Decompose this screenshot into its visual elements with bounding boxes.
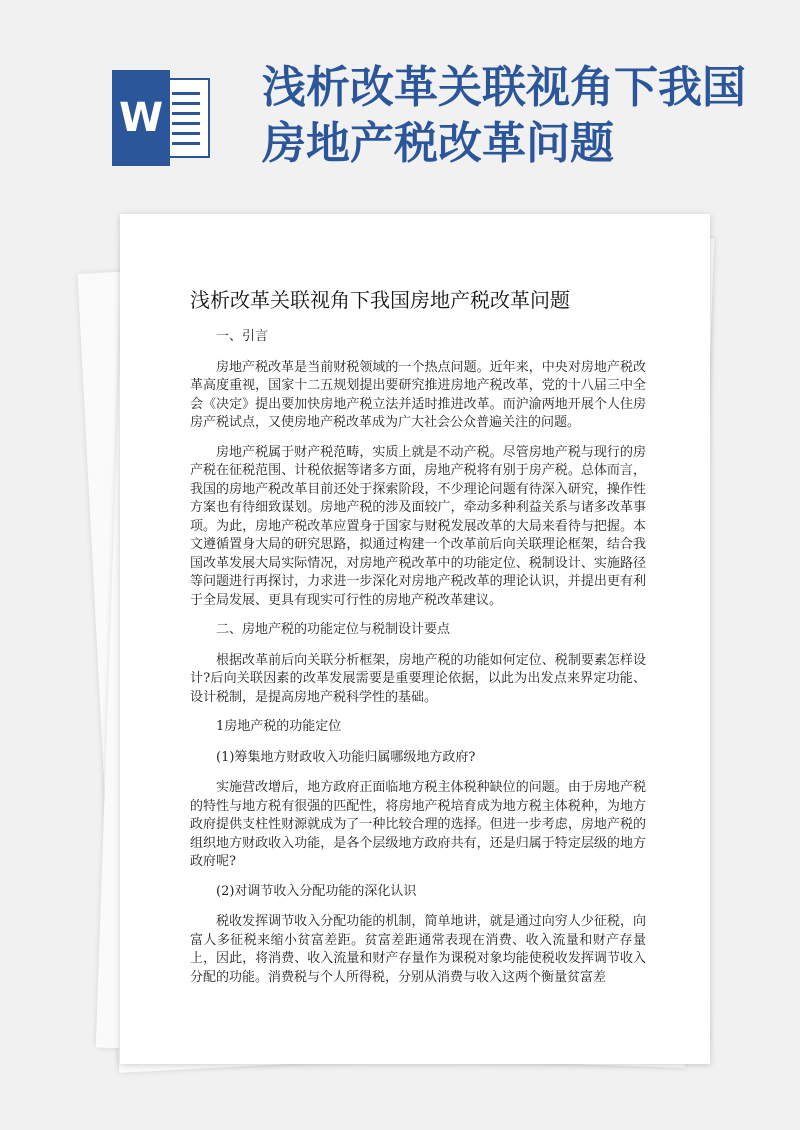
section-heading: 一、引言 <box>216 329 269 344</box>
section-heading: 1房地产税的功能定位 <box>216 719 342 734</box>
document-title: 浅析改革关联视角下我国房地产税改革问题 <box>190 288 570 312</box>
section-heading: 二、房地产税的功能定位与税制设计要点 <box>216 622 451 637</box>
paragraph: 根据改革前后向关联分析框架，房地产税的功能如何定位、税制要素怎样设计?后向关联因素的改革发展需要是重要理论依据，以此为出发点来界定功能、设计税制，是提高房地产税科学性的基础。 <box>190 652 646 705</box>
paragraph: 实施营改增后，地方政府正面临地方税主体税种缺位的问题。由于房地产税的特性与地方税有很强的匹配性，将房地产税培育成为地方税主体税种，为地方政府提供支柱性财源就成为了一种比较合理的选择。但进一步考虑，房地产税的组织地方财政收入功能，是各个层级地方政府共有，还是归属于特定层级的地方政府呢? <box>190 780 646 869</box>
word-icon <box>112 70 212 166</box>
paragraph: 房地产税属于财产税范畴，实质上就是不动产税。尽管房地产税与现行的房产税在征税范围、计税依据等诸多方面，房地产税将有别于房产税。总体而言，我国的房地产税改革目前还处于探索阶段，不少理论问题有待深入研究，操作性方案也有待细致谋划。房地产税的涉及面较广，牵动多种利益关系与诸多改革事项。为此，房地产税改革应置身于国家与财税发展改革的大局来看待与把握。本文遵循置身大局的研究思路，拟通过构建一个改革前后向关联理论框架，结合我国改革发展大局实际情况，对房地产税改革中的功能定位、税制设计、实施路径等问题进行再探讨，力求进一步深化对房地产税改革的理论认识，并提出更有利于全局发展、更具有现实可行性的房地产税改革建议。 <box>190 444 646 608</box>
document-body <box>190 328 646 998</box>
section-heading: (2)对调节收入分配功能的深化认识 <box>216 883 417 899</box>
word-letter: W <box>112 70 170 166</box>
document-page <box>120 214 710 1064</box>
paragraph: 税收发挥调节收入分配功能的机制，简单地讲，就是通过向穷人少征税，向富人多征税来缩小贫富差距。贫富差距通常表现在消费、收入流量和财产存量上，因此，将消费、收入流量和财产存量作为课税对象均能使税收发挥调节收入分配的功能。消费税与个人所得税，分别从消费与收入这两个衡量贫富差 <box>190 914 646 985</box>
paragraph: 房地产税改革是当前财税领域的一个热点问题。近年来，中央对房地产税改革高度重视，国家十二五规划提出要研究推进房地产税改革，党的十八届三中全会《决定》提出要加快房地产税立法并适时推进改革。而沪渝两地开展个人住房房产税试点，又使房地产税改革成为广大社会公众普遍关注的问题。 <box>190 359 646 430</box>
section-heading: (1)筹集地方财政收入功能归属哪级地方政府? <box>216 749 476 765</box>
page-header <box>0 0 800 200</box>
header-title: 浅析改革关联视角下我国房地产税改革问题 <box>262 62 746 169</box>
